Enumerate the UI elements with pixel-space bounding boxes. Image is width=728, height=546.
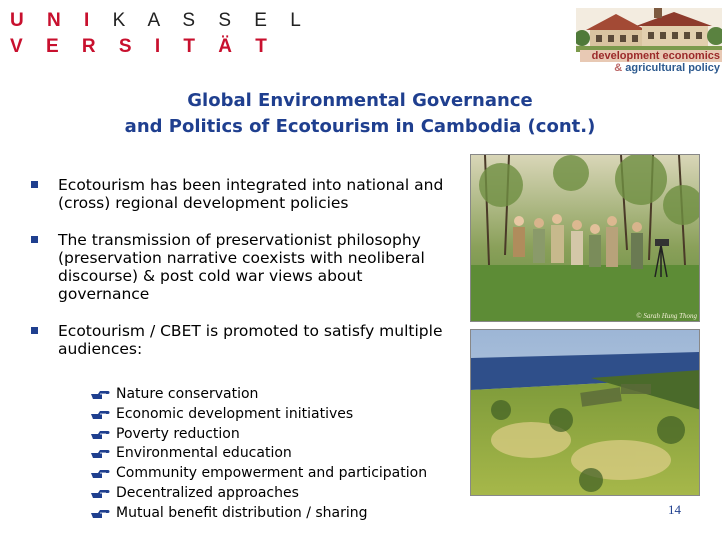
square-bullet-icon	[31, 181, 38, 188]
bullet-text: The transmission of preservationist philosophy (preservation narrative coexists with neoliberal discourse) & post cold war views about governance	[58, 231, 425, 303]
pointing-hand-icon	[90, 409, 110, 421]
sub-bullet-text: Nature conservation	[116, 386, 259, 402]
pointing-hand-icon	[90, 389, 110, 401]
sub-bullet-text: Poverty reduction	[116, 425, 240, 442]
pointing-hand-icon	[90, 429, 110, 441]
sub-bullet-item	[90, 405, 450, 425]
aerial-landscape-image	[471, 330, 700, 496]
sub-bullet-item	[90, 444, 450, 464]
pointing-hand-icon	[90, 448, 110, 460]
sub-bullet-text: Decentralized approaches	[116, 484, 299, 501]
forest-group-image	[471, 155, 700, 322]
department-name	[580, 50, 722, 76]
aerial-landscape-photo	[470, 329, 700, 496]
sub-bullet-item	[90, 425, 450, 445]
square-bullet-icon	[31, 236, 38, 243]
department-line2: agricultural policy	[625, 62, 720, 74]
slide-title	[60, 88, 660, 140]
pointing-hand-icon	[90, 508, 110, 520]
university-logo	[10, 8, 310, 60]
bullet-text: Ecotourism / CBET is promoted to satisfy multiple audiences:	[58, 322, 443, 358]
birdwatching-photo	[470, 154, 700, 322]
bullet-text: Ecotourism has been integrated into national and (cross) regional development policies	[58, 176, 444, 212]
department-line1: development economics	[580, 50, 722, 62]
pointing-hand-icon	[90, 468, 110, 480]
logo-uni-text: U N I	[10, 10, 99, 31]
sub-bullet-list	[90, 385, 450, 524]
building-illustration-icon	[576, 8, 722, 52]
department-logo	[576, 8, 722, 72]
bullet-list	[28, 176, 458, 377]
sub-bullet-text: Community empowerment and participation	[116, 465, 428, 482]
sub-bullet-text: Environmental education	[116, 445, 292, 462]
slide-title-line1: Global Environmental Governance	[187, 90, 533, 111]
sub-bullet-text: Mutual benefit distribution / sharing	[116, 504, 368, 521]
sub-bullet-item	[90, 484, 450, 504]
sub-bullet-item	[90, 385, 450, 405]
bullet-item	[28, 322, 458, 358]
slide-title-line2: and Politics of Ecotourism in Cambodia (cont.)	[124, 116, 596, 137]
department-ampersand: &	[614, 62, 623, 74]
logo-versitaet-text: V E R S I T Ä T	[10, 36, 276, 57]
bullet-item	[28, 231, 458, 303]
square-bullet-icon	[31, 327, 38, 334]
page-number: 14	[668, 502, 681, 517]
logo-kassel-text: K A S S E L	[112, 10, 310, 31]
sub-bullet-item	[90, 464, 450, 484]
pointing-hand-icon	[90, 488, 110, 500]
sub-bullet-item	[90, 504, 450, 524]
sub-bullet-text: Economic development initiatives	[116, 405, 354, 422]
photo-caption: © Sarah Hung Thong	[636, 312, 697, 320]
bullet-item	[28, 176, 458, 212]
